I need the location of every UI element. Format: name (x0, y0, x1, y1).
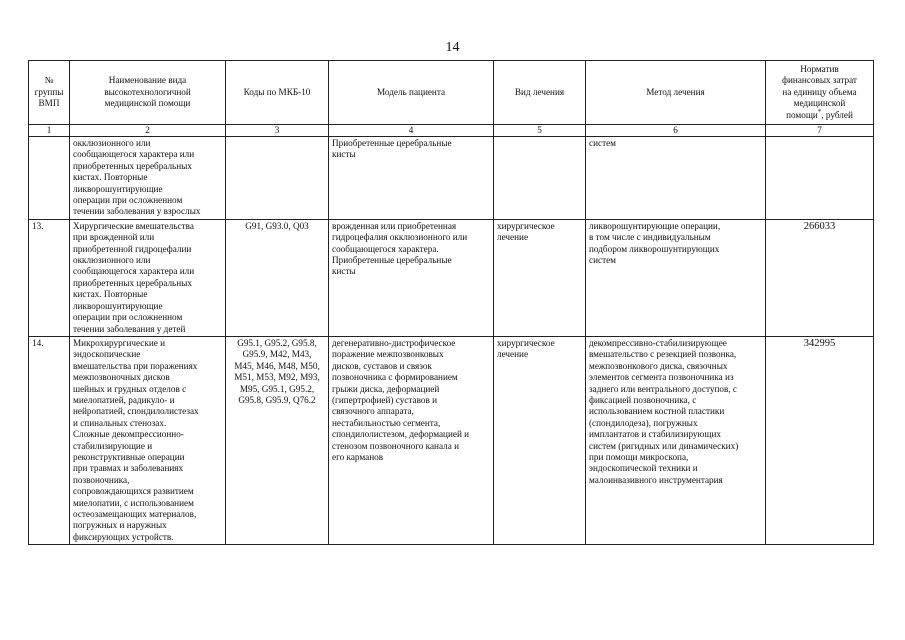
cell-model: врожденная или приобретенная гидроцефалия окклюзионного или сообщающегося характера. Приобретенные церебральные кисты (329, 219, 494, 336)
header-treatment-method: Метод лечения (586, 61, 766, 125)
cell-cost (766, 137, 874, 220)
cell-cost: 266033 (766, 219, 874, 336)
header-cost-unit: , рублей (821, 109, 853, 120)
vmp-table (28, 60, 874, 545)
cell-method: систем (586, 137, 766, 220)
cell-group: 13. (29, 219, 70, 336)
cell-name: Хирургические вмешательства при врожденной или приобретенной гидроцефалии окклюзионного или сообщающегося характера или приобретенных церебральных кистах. Повторные ликворошунтирующие операции при осложненном течении заболевания у детей (70, 219, 226, 336)
header-footnote-mark: * (817, 107, 822, 116)
page-number: 14 (445, 40, 460, 55)
column-number: 5 (494, 125, 586, 137)
header-care-type: Наименование вида высокотехнологичной медицинской помощи (70, 61, 226, 125)
column-number: 7 (766, 125, 874, 137)
cell-treatment (494, 137, 586, 220)
column-number: 6 (586, 125, 766, 137)
column-number: 1 (29, 125, 70, 137)
cell-name: окклюзионного или сообщающегося характера или приобретенных церебральных кистах. Повторные ликворошунтирующие операции при осложненном течении заболевания у взрослых (70, 137, 226, 220)
cell-model: дегенеративно-дистрофическое поражение межпозвонковых дисков, суставов и связок позвоночника с формированием грыжи диска, деформацией (гипертрофией) суставов и связочного аппарата, нестабильностью сегмента, спондилолистезом, деформацией и стенозом позвоночного канала и его карманов (329, 336, 494, 544)
cell-codes: G95.1, G95.2, G95.8, G95.9, M42, M43, M45, M46, M48, M50, M51, M53, M92, M93, M95, G95.1, G95.2, G95.8, G95.9, Q76.2 (226, 336, 329, 544)
header-row (29, 61, 874, 125)
cell-treatment: хирургическое лечение (494, 336, 586, 544)
table-row (29, 336, 874, 544)
cell-cost: 342995 (766, 336, 874, 544)
cell-codes: G91, G93.0, Q03 (226, 219, 329, 336)
table-row (29, 219, 874, 336)
cell-codes (226, 137, 329, 220)
cell-name: Микрохирургические и эндоскопические вмешательства при поражениях межпозвоночных дисков шейных и грудных отделов с миелопатией, радикуло- и нейропатией, спондилолистезах и спинальных стенозах. Сложные декомпрессионно- стабилизирующие и реконструктивные операции при травмах и заболеваниях позвоночника, сопровождающихся развитием миелопатии, с использованием остеозамещающих материалов, погружных и наружных фиксирующих устройств. (70, 336, 226, 544)
header-treatment-type: Вид лечения (494, 61, 586, 125)
header-patient-model: Модель пациента (329, 61, 494, 125)
cell-group: 14. (29, 336, 70, 544)
table-row (29, 137, 874, 220)
header-cost-norm-text: Норматив финансовых затрат на единицу объема медицинской помощи (782, 63, 857, 120)
header-group-number: № группы ВМП (29, 61, 70, 125)
cell-group (29, 137, 70, 220)
cell-method: ликворошунтирующие операции, в том числе с индивидуальным подбором ликворошунтирующих систем (586, 219, 766, 336)
column-number: 3 (226, 125, 329, 137)
cell-treatment: хирургическое лечение (494, 219, 586, 336)
header-icd-codes: Коды по МКБ-10 (226, 61, 329, 125)
column-number: 4 (329, 125, 494, 137)
column-number-row (29, 125, 874, 137)
column-number: 2 (70, 125, 226, 137)
cell-method: декомпрессивно-стабилизирующее вмешательство с резекцией позвонка, межпозвонкового диска, связочных элементов сегмента позвоночника из заднего или вентрального доступов, с фиксацией позвоночника, с использованием костной пластики (спондилодеза), погружных имплантатов и стабилизирующих систем (ригидных или динамических) при помощи микроскопа, эндоскопической техники и малоинвазивного инструментария (586, 336, 766, 544)
cell-model: Приобретенные церебральные кисты (329, 137, 494, 220)
header-cost-norm (766, 61, 874, 125)
